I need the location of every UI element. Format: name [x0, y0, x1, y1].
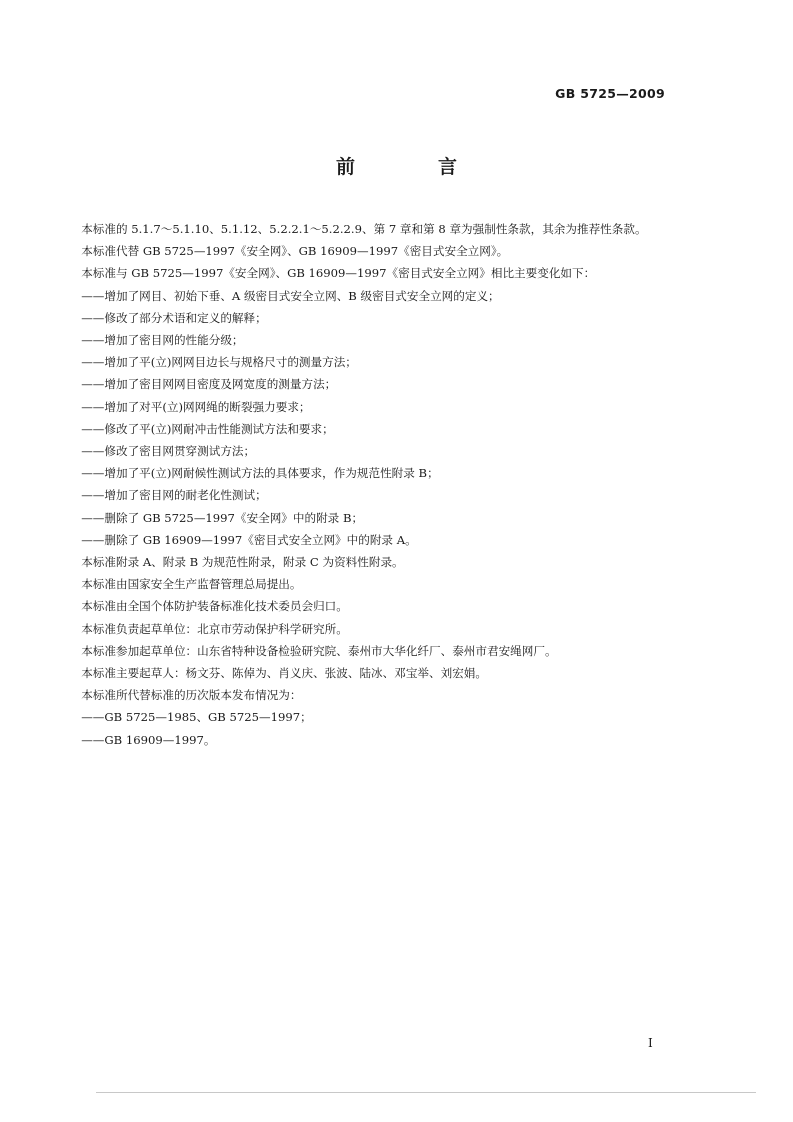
bottom-divider [96, 1092, 756, 1093]
paragraph-participating-units: 本标准参加起草单位：山东省特种设备检验研究院、泰州市大华化纤厂、泰州市君安绳网厂。 [81, 643, 557, 658]
history-item: ——GB 16909—1997。 [81, 732, 216, 747]
change-item: ——增加了密目网的性能分级； [81, 333, 244, 348]
change-item: ——修改了平(立)网耐冲击性能测试方法和要求； [81, 421, 334, 436]
document-body [58, 218, 676, 751]
paragraph-centralized-by: 本标准由全国个体防护装备标准化技术委员会归口。 [81, 599, 348, 614]
paragraph-replaces: 本标准代替 GB 5725—1997《安全网》、GB 16909—1997《密目式安全立网》。 [81, 244, 509, 259]
change-item: ——增加了网目、初始下垂、A 级密目式安全立网、B 级密目式安全立网的定义； [81, 288, 500, 303]
change-item: ——增加了平(立)网耐候性测试方法的具体要求，作为规范性附录 B； [81, 466, 439, 481]
paragraph-history-intro: 本标准所代替标准的历次版本发布情况为： [81, 688, 302, 703]
change-item: ——删除了 GB 16909—1997《密目式安全立网》中的附录 A。 [81, 532, 417, 547]
paragraph-drafting-unit: 本标准负责起草单位：北京市劳动保护科学研究所。 [81, 621, 348, 636]
page-number: I [648, 1036, 653, 1050]
change-item: ——修改了部分术语和定义的解释； [81, 310, 267, 325]
change-item: ——修改了密目网贯穿测试方法； [81, 444, 256, 459]
paragraph-drafters: 本标准主要起草人：杨文芬、陈倬为、肖义庆、张波、陆冰、邓宝举、刘宏娟。 [81, 666, 487, 681]
paragraph-changes-intro: 本标准与 GB 5725—1997《安全网》、GB 16909—1997《密目式安全立网》相比主要变化如下： [81, 266, 596, 281]
change-item: ——增加了密目网的耐老化性测试； [81, 488, 267, 503]
standard-code: GB 5725—2009 [555, 86, 665, 101]
change-item: ——增加了密目网网目密度及网宽度的测量方法； [81, 377, 337, 392]
history-item: ——GB 5725—1985、GB 5725—1997； [81, 710, 312, 725]
change-item: ——增加了平(立)网网目边长与规格尺寸的测量方法； [81, 355, 357, 370]
paragraph-proposed-by: 本标准由国家安全生产监督管理总局提出。 [81, 577, 302, 592]
paragraph-scope: 本标准的 5.1.7～5.1.10、5.1.12、5.2.2.1～5.2.2.9、第 7 章和第 8 章为强制性条款，其余为推荐性条款。 [81, 222, 647, 236]
page-title: 前 言 [335, 156, 489, 178]
change-item: ——增加了对平(立)网网绳的断裂强力要求； [81, 399, 311, 414]
change-item: ——删除了 GB 5725—1997《安全网》中的附录 B； [81, 510, 364, 525]
paragraph-appendices: 本标准附录 A、附录 B 为规范性附录，附录 C 为资料性附录。 [81, 555, 404, 570]
